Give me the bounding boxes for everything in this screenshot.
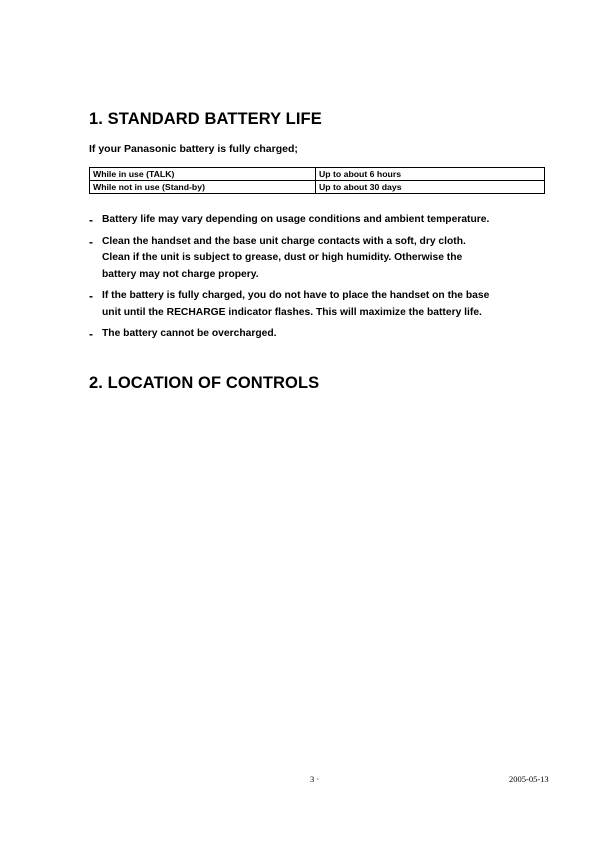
battery-intro-text: If your Panasonic battery is fully charged; [89,143,298,155]
page-number: 3 · [310,774,320,784]
table-row [90,168,545,181]
table-row [90,181,545,194]
section-heading-location-of-controls: 2. LOCATION OF CONTROLS [89,374,320,392]
battery-life-table [89,167,545,194]
note-line: unit until the RECHARGE indicator flashes. This will maximize the battery life. [102,306,482,318]
battery-notes-list [89,212,559,348]
bullet-dash: - [89,234,93,249]
table-cell-condition: While in use (TALK) [90,168,316,181]
note-line: Battery life may vary depending on usage conditions and ambient temperature. [102,214,490,225]
table-cell-duration: Up to about 6 hours [316,168,545,181]
list-item [89,288,559,321]
bullet-dash: - [89,289,93,303]
bullet-dash: - [89,327,93,341]
note-line: The battery cannot be overcharged. [102,328,277,339]
note-line: Clean if the unit is subject to grease, dust or high humidity. Otherwise the [102,252,463,263]
list-item [89,326,559,343]
note-line: Clean the handset and the base unit charge contacts with a soft, dry cloth. [102,235,466,247]
footer-date: 2005-05-13 [509,774,549,784]
list-item [89,212,559,229]
table-cell-duration: Up to about 30 days [316,181,545,194]
note-line: If the battery is fully charged, you do not have to place the handset on the base [102,290,490,301]
note-line: battery may not charge propery. [102,268,259,280]
list-item [89,234,559,284]
bullet-dash: - [89,213,93,227]
table-cell-condition: While not in use (Stand-by) [90,181,316,194]
section-heading-battery-life: 1. STANDARD BATTERY LIFE [89,110,322,128]
